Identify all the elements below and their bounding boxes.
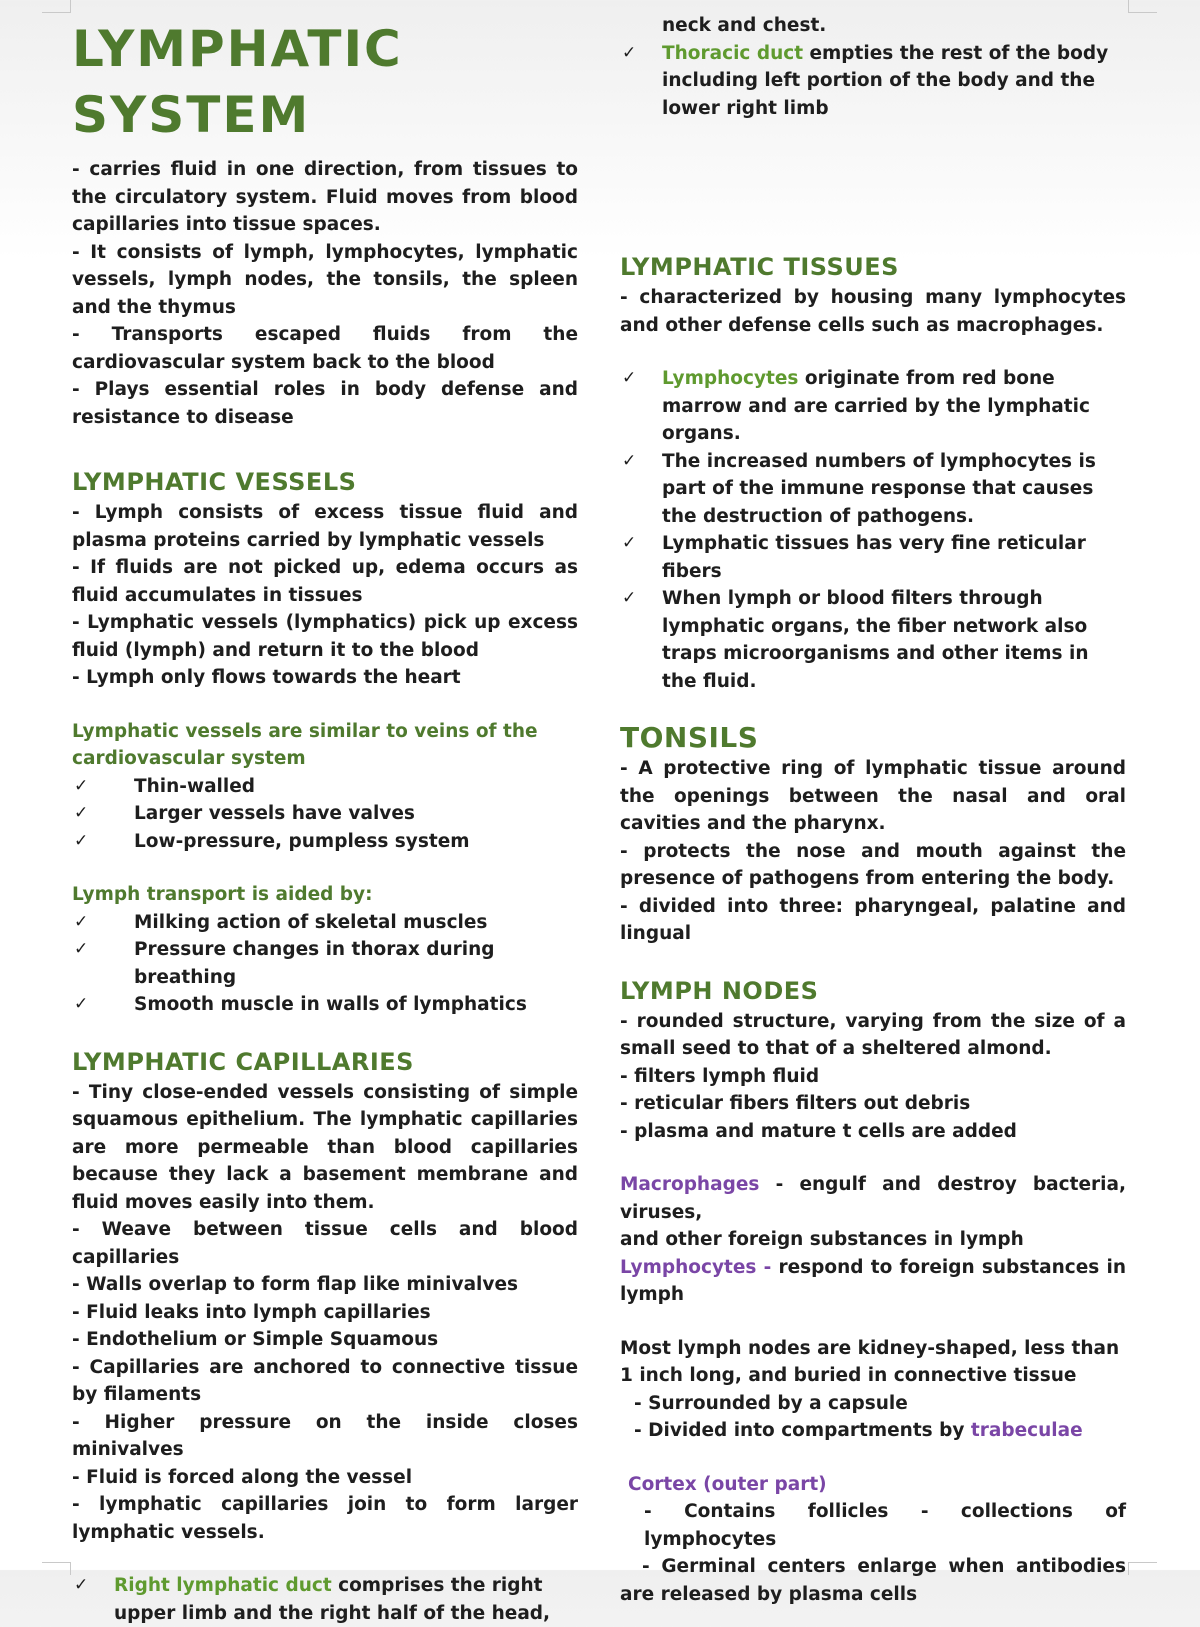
intro-paragraph: - It consists of lymph, lymphocytes, lymphatic vessels, lymph nodes, the tonsils, the spleen and the thymus xyxy=(72,241,578,318)
check-icon: ✓ xyxy=(622,450,637,471)
crop-mark-bottom-left xyxy=(42,1562,71,1575)
check-icon: ✓ xyxy=(74,1575,89,1595)
list-item: ✓ Thoracic duct empties the rest of the body including left portion of the body and the lower right limb xyxy=(620,40,1126,123)
section-heading-lymphatic-vessels: LYMPHATIC VESSELS xyxy=(72,468,357,496)
crop-mark-top-right xyxy=(1128,0,1157,13)
lymphocytes-term: Lymphocytes xyxy=(662,368,799,389)
section-heading-lymphatic-capillaries: LYMPHATIC CAPILLARIES xyxy=(72,1047,414,1076)
check-icon: ✓ xyxy=(622,368,637,388)
check-icon: ✓ xyxy=(622,533,637,553)
section-heading-tonsils: TONSILS xyxy=(620,721,759,754)
subheading-lymph-transport: Lymph transport is aided by: xyxy=(72,884,373,905)
capillaries-paragraph: - Tiny close-ended vessels consisting of simple squamous epithelium. The lymphatic capillaries are more permeable than blood capillaries because they lack a basement membrane and fluid moves easily into them. xyxy=(72,1081,578,1213)
lymphocytes-node-term: Lymphocytes - xyxy=(620,1256,772,1278)
list-item: ✓ Lymphatic tissues has very fine reticular fibers xyxy=(620,530,1126,585)
crop-mark-top-left xyxy=(42,0,71,13)
section-heading-lymphatic-tissues: LYMPHATIC TISSUES xyxy=(620,253,899,281)
nodes-paragraph: - rounded structure, varying from the size of a small seed to that of a sheltered almond. xyxy=(620,1010,1126,1059)
vessels-paragraph: - Lymphatic vessels (lymphatics) pick up excess fluid (lymph) and return it to the blood xyxy=(72,612,578,661)
list-item: ✓ Low-pressure, pumpless system xyxy=(72,828,578,856)
tissues-checklist xyxy=(620,365,1126,695)
crop-mark-bottom-right xyxy=(1128,1562,1157,1575)
check-icon: ✓ xyxy=(74,775,89,796)
list-item: ✓ When lymph or blood filters through lymphatic organs, the fiber network also traps microorganisms and other items in the fluid. xyxy=(620,585,1126,695)
duct-checklist xyxy=(620,12,1126,122)
node-shape-paragraph: Most lymph nodes are kidney-shaped, less than 1 inch long, and buried in connective tissue xyxy=(620,1337,1120,1386)
capillaries-paragraph: - Fluid is forced along the vessel xyxy=(72,1466,413,1488)
vessels-paragraph: - Lymph consists of excess tissue fluid and plasma proteins carried by lymphatic vessels xyxy=(72,502,578,551)
intro-paragraph: - Transports escaped fluids from the cardiovascular system back to the blood xyxy=(72,324,578,373)
vessels-paragraph: - If fluids are not picked up, edema occurs as fluid accumulates in tissues xyxy=(72,557,578,606)
cortex-item: - Germinal centers enlarge when antibodies are released by plasma cells xyxy=(620,1556,1126,1605)
list-item: ✓ Smooth muscle in walls of lymphatics xyxy=(72,991,578,1019)
check-icon: ✓ xyxy=(74,939,89,959)
capillaries-paragraph: - Capillaries are anchored to connective tissue by filaments xyxy=(72,1356,578,1405)
list-item: ✓ Right lymphatic duct comprises the right upper limb and the right half of the head, xyxy=(72,1572,578,1627)
nodes-paragraph: - plasma and mature t cells are added xyxy=(620,1120,1017,1142)
capillaries-paragraph: - Weave between tissue cells and blood capillaries xyxy=(72,1219,578,1268)
vessels-paragraph: - Lymph only flows towards the heart xyxy=(72,667,461,688)
capillaries-paragraph: - Fluid leaks into lymph capillaries xyxy=(72,1301,431,1323)
check-icon: ✓ xyxy=(622,42,637,63)
macrophages-paragraph: Macrophages - engulf and destroy bacteria, viruses, xyxy=(620,1174,1126,1223)
intro-paragraph: - carries fluid in one direction, from tissues to the circulatory system. Fluid moves from blood capillaries into tissue spaces. xyxy=(72,159,578,235)
divided-item: - Divided into compartments by trabeculae xyxy=(634,1420,1083,1441)
right-duct-checklist xyxy=(72,1572,578,1627)
list-item: ✓ Milking action of skeletal muscles xyxy=(72,909,578,937)
capillaries-paragraph: - Walls overlap to form flap like minivalves xyxy=(72,1274,519,1295)
page-title xyxy=(72,16,578,148)
check-icon: ✓ xyxy=(74,994,89,1014)
check-icon: ✓ xyxy=(622,588,637,608)
transport-checklist xyxy=(72,909,578,1019)
tonsils-paragraph: - A protective ring of lymphatic tissue around the openings between the nasal and oral cavities and the pharynx. xyxy=(620,758,1126,834)
check-icon: ✓ xyxy=(74,830,89,851)
list-item: ✓ Pressure changes in thorax during breathing xyxy=(72,936,578,991)
left-column xyxy=(72,0,578,1627)
right-column xyxy=(620,0,1126,1608)
thoracic-duct-term: Thoracic duct xyxy=(662,42,804,64)
intro-paragraph: - Plays essential roles in body defense and resistance to disease xyxy=(72,379,578,428)
nodes-paragraph: - filters lymph fluid xyxy=(620,1065,820,1087)
capillaries-paragraph: - Higher pressure on the inside closes minivalves xyxy=(72,1411,578,1460)
nodes-paragraph: - reticular fibers filters out debris xyxy=(620,1093,971,1114)
list-item: ✓ Larger vessels have valves xyxy=(72,800,578,828)
subheading-similar-to-veins: Lymphatic vessels are similar to veins of the cardiovascular system xyxy=(72,720,538,769)
macrophages-term: Macrophages xyxy=(620,1174,760,1195)
right-duct-term: Right lymphatic duct xyxy=(114,1575,332,1596)
section-heading-lymph-nodes: LYMPH NODES xyxy=(620,976,819,1005)
tonsils-paragraph: - protects the nose and mouth against the presence of pathogens from entering the body. xyxy=(620,840,1126,889)
title-line-1: LYMPHATIC xyxy=(72,20,403,78)
tissues-intro: - characterized by housing many lymphocytes and other defense cells such as macrophages. xyxy=(620,287,1126,336)
capillaries-paragraph: - lymphatic capillaries join to form larger lymphatic vessels. xyxy=(72,1494,578,1543)
capillaries-paragraph: - Endothelium or Simple Squamous xyxy=(72,1329,439,1350)
title-line-2: SYSTEM xyxy=(72,86,311,144)
list-item: ✓ The increased numbers of lymphocytes is part of the immune response that causes the destruction of pathogens. xyxy=(620,448,1126,531)
similar-checklist xyxy=(72,773,578,856)
check-icon: ✓ xyxy=(74,911,89,932)
list-item: neck and chest. xyxy=(662,15,827,36)
lymphocytes-paragraph: Lymphocytes - respond to foreign substances in lymph xyxy=(620,1256,1126,1305)
list-item: ✓ Thin-walled xyxy=(72,773,578,801)
macrophages-continued: and other foreign substances in lymph xyxy=(620,1229,1024,1250)
cortex-heading: Cortex (outer part) xyxy=(628,1473,827,1495)
check-icon: ✓ xyxy=(74,803,89,823)
cortex-item: - Contains follicles - collections of lymphocytes xyxy=(644,1501,1126,1550)
capsule-item: - Surrounded by a capsule xyxy=(634,1392,908,1414)
trabeculae-term: trabeculae xyxy=(970,1420,1083,1441)
list-item: ✓ Lymphocytes originate from red bone marrow and are carried by the lymphatic organs. xyxy=(620,365,1126,448)
tonsils-paragraph: - divided into three: pharyngeal, palatine and lingual xyxy=(620,895,1126,944)
